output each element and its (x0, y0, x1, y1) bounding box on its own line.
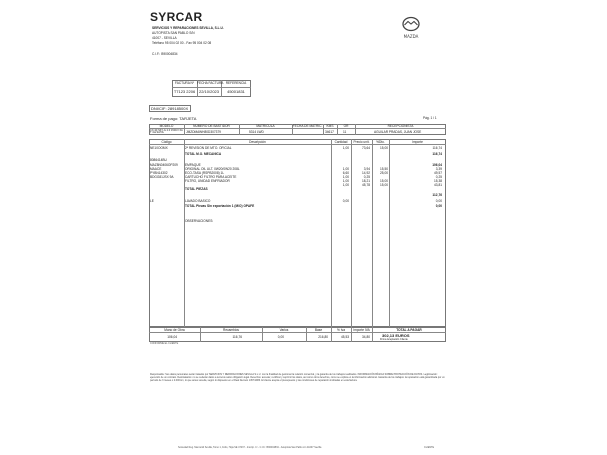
item-amount: 0,00 (435, 204, 442, 208)
company-address-line-2: 41007 - SEVILLA (152, 36, 177, 40)
invoice-reference-label: REFERENCIA (225, 81, 247, 85)
totals-grand-total: 302,13 EUROS (382, 333, 410, 338)
page-number: Pág. 1 / 1 (423, 116, 437, 120)
totals-note: Firma Aceptación Cliente (380, 338, 408, 341)
item-description: ORIGINAL OIL ULT. 0W20/0W20 208L (185, 167, 240, 171)
company-legal-name: SERVICIOS Y REPARACIONES SEVILLA, S.L.U. (152, 26, 224, 30)
company-cif: C.I.F.: B90004834 (152, 52, 178, 56)
item-amount: 106,04 (432, 163, 442, 167)
item-code: PYBN14302 (150, 171, 168, 175)
vehicle-model: CX-30 SKY-G 2.0 150CV 6A T 4x2 EVOL (150, 128, 183, 135)
legal-text: Responsable: Sus datos personales serán tratados por SERVICIOS Y REPARACIONES SEVILLA S.L.U. con la finalidad de gestionar la relación comercial, y la garantía de los trabajos realizados. INFORMACIÓN BÁSICA SOBRE PROTECCIÓN DE DATOS. Legitimación: ejecución de un contrato. Destinatarios: no se cederán datos a terceros salvo obligación legal. Derechos: acceder, rectificar y suprimir los datos, así como otros derechos, como se explica en la información adicional. Garantía de los trabajos: la reparación está garantizada por un período de 3 meses o 2.000 km, lo que antes suceda, según lo dispuesto en el Real Decreto 1457/1986. El cliente acepta el presupuesto y las condiciones de reparación indicadas en esta factura. (150, 373, 445, 383)
invoice-reference: 45001831 (227, 89, 245, 94)
vehicle-col-reg-date: FECHA DE MATRIC. (292, 124, 323, 128)
item-description: ECO-TASA (RSPB2008) 1L (185, 171, 225, 175)
company-address-line-1: AUTOPISTA SAN PABLO S/N (152, 31, 195, 35)
totals-col-base: Base (314, 327, 323, 332)
totals-col-parts: Recambios (223, 327, 239, 332)
item-discount: 15,00 (380, 183, 388, 187)
item-quantity: 1,00 (342, 179, 349, 183)
item-description: EMPAQUE (185, 163, 201, 167)
footer-code: CLIENTE (424, 446, 435, 449)
item-unit-price: 73,64 (362, 146, 370, 150)
payment-method: Forma de pago: TARJETA (150, 116, 197, 121)
totals-col-various: Varios (279, 327, 289, 332)
vehicle-col-chassis: NUMERO DE BASTIDOR (193, 124, 230, 128)
item-quantity: 1,00 (342, 175, 349, 179)
item-amount: 0,25 (435, 175, 442, 179)
item-description: 2ª REVISION DE MTO. OFICIAL (185, 146, 232, 150)
item-amount: 15,38 (434, 179, 442, 183)
vehicle-plate: 5314 LWD (249, 129, 264, 134)
totals-col-total: TOTAL A PAGAR (396, 327, 422, 332)
vehicle-col-plate: MATRICULA (256, 124, 275, 128)
item-unit-price: 0,25 (363, 175, 370, 179)
item-unit-price: 45,78 (362, 183, 370, 187)
totals-col-labour: Mano de Obra (164, 327, 185, 332)
item-quantity: 1,00 (342, 146, 349, 150)
footer-registry: Sociedad Reg. Mercantil Sevilla, Tomo 1, Folio, Hoja SE 47237 - Inscrip. 1ª - C.I.F.: B90004834 - Autopista San Pablo s/n 41007 Sevilla (178, 446, 322, 449)
totals-col-vat: Importe IVA (353, 327, 370, 332)
item-amount: 112,76 (432, 193, 442, 197)
items-col-discount: %Dto. (376, 139, 385, 144)
item-amount: 116,74 (432, 146, 442, 150)
item-quantity: 1,00 (342, 167, 349, 171)
item-description: TOTAL Piezas Sin exportación 1 (M/O) OPAFE (185, 204, 255, 208)
signature-note: CONFORME EL CLIENTE (150, 342, 179, 345)
vehicle-chassis: JMZDMAWH80D307379 (186, 129, 221, 134)
item-description: FILTRO, UNIDAD ENFRIADOR (185, 179, 230, 183)
item-unit-price: 18,21 (362, 179, 370, 183)
item-discount: 15,50 (380, 167, 388, 171)
item-amount: 49,57 (434, 171, 442, 175)
customer-id: DNI/CIF: 28918500X (151, 106, 189, 111)
totals-various: 0,00 (277, 334, 284, 339)
item-discount: 15,00 (380, 146, 388, 150)
item-code: MAACE (150, 167, 162, 171)
totals-parts: 116,76 (232, 334, 242, 339)
totals-base: 216,80 (318, 334, 328, 339)
items-col-description: Descripción (249, 139, 266, 144)
item-unit-price: 14,92 (362, 171, 370, 175)
invoice-date: 22/10/2023 (198, 89, 220, 94)
item-description: TOTAL M.O. MECANICA (185, 152, 222, 156)
totals-vat-rate: 45,53 (341, 334, 349, 339)
vehicle-advisor: AGUILAR PRADAS, JUAN JOSE (374, 129, 422, 134)
items-col-unit-price: Precio unit. (353, 139, 370, 144)
item-quantity: 0,00 (342, 199, 349, 203)
vehicle-km: 34617 (325, 129, 334, 134)
vehicle-col-or: OR (343, 124, 349, 128)
item-amount: 3,39 (435, 167, 442, 171)
item-quantity: 6,60 (342, 171, 349, 175)
totals-vat: 34,80 (362, 334, 370, 339)
item-unit-price: 3,94 (363, 167, 370, 171)
company-name: SYRCAR (150, 10, 203, 24)
items-col-code: Código (161, 139, 172, 144)
item-discount: 15,00 (380, 179, 388, 183)
item-description: LAVADO BASICO (185, 199, 211, 203)
invoice-number-label: FACTURA Nº (174, 81, 195, 85)
company-phone: Teléfono 95 004 02 00 - Fax 95 004 02 08 (152, 41, 212, 45)
item-code: LE (150, 199, 154, 203)
vehicle-col-km: KMS (326, 124, 334, 128)
vehicle-or: 11 (343, 129, 347, 134)
items-col-quantity: Cantidad (334, 139, 348, 144)
invoice-date-label: FECHA FACTURA (197, 81, 224, 85)
item-code: 8086414BU (150, 158, 167, 162)
item-description: TOTAL PIEZAS (185, 187, 208, 191)
items-col-amount: Importe (412, 139, 423, 144)
item-code: MAZ8N0406OP209 (150, 163, 178, 167)
item-code: NE10OOMX (150, 146, 168, 150)
totals-labour: 106,04 (167, 334, 177, 339)
logo-wordmark: MAZDA (403, 34, 419, 39)
mazda-logo-icon (399, 14, 423, 40)
item-amount: 116,74 (432, 152, 442, 156)
item-quantity: 1,00 (342, 183, 349, 187)
item-amount: 0,00 (435, 199, 442, 203)
item-description: CARTUCHO FILTRO PARA ACEITE (185, 175, 237, 179)
item-amount: 43,81 (434, 183, 442, 187)
totals-col-vat-rate: % Iva (337, 327, 345, 332)
item-discount: 25,00 (380, 171, 388, 175)
vehicle-col-model: MODELO (159, 124, 174, 128)
item-code: BDGG81JSX 9A (150, 175, 174, 179)
item-description: OBSERVACIONES: (185, 219, 214, 223)
vehicle-col-advisor: RECEPCIONISTA (387, 124, 414, 128)
invoice-number: T7123 2206 (173, 89, 196, 94)
